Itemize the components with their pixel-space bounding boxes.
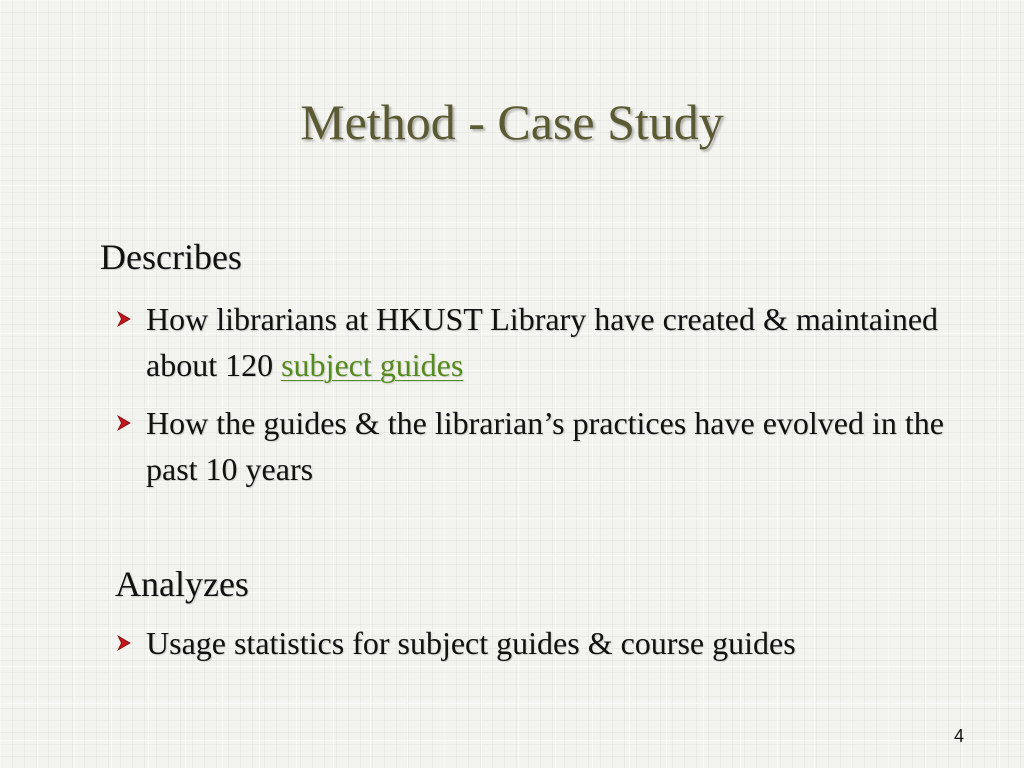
bullet-item-usage-statistics	[115, 620, 975, 666]
bullet-text-main: How librarians at HKUST Library have created & maintained about 120	[146, 301, 939, 383]
arrow-bullet-icon	[115, 414, 133, 432]
page-number: 4	[953, 726, 964, 746]
bullet-text: Usage statistics for subject guides & course guides	[146, 625, 796, 661]
section-heading-analyzes: Analyzes	[115, 564, 249, 604]
subject-guides-link[interactable]: subject guides	[281, 347, 464, 383]
bullet-item-evolved	[115, 400, 975, 492]
bullet-text	[146, 296, 975, 388]
arrow-bullet-icon	[115, 634, 133, 652]
arrow-bullet-icon	[115, 310, 133, 328]
bullet-text: How the guides & the librarian’s practices have evolved in the past 10 years	[146, 405, 944, 487]
slide-title: Method - Case Study	[300, 94, 724, 150]
section-heading-describes: Describes	[100, 237, 242, 277]
bullet-item-created-maintained	[115, 296, 975, 388]
